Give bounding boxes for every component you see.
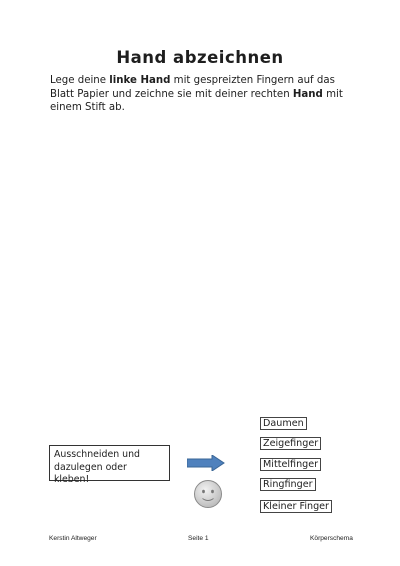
finger-label-mittelfinger[interactable]: Mittelfinger bbox=[260, 458, 321, 471]
smiley-face bbox=[195, 481, 222, 508]
finger-label-kleiner-finger[interactable]: Kleiner Finger bbox=[260, 500, 332, 513]
smiley-face-icon bbox=[193, 479, 223, 509]
right-arrow-icon bbox=[187, 455, 225, 471]
smiley-left-eye bbox=[202, 490, 205, 493]
intro-bold-hand: Hand bbox=[292, 88, 323, 100]
intro-part-1: Lege deine bbox=[50, 75, 110, 86]
footer-author: Kerstin Altweger bbox=[49, 535, 97, 542]
finger-label-ringfinger[interactable]: Ringfinger bbox=[260, 478, 316, 491]
instruction-line-2: dazulegen oder kleben! bbox=[54, 461, 127, 485]
footer-page-number: Seite 1 bbox=[188, 535, 209, 542]
finger-label-daumen[interactable]: Daumen bbox=[260, 417, 307, 430]
smiley-right-eye bbox=[211, 490, 214, 493]
page-title: Hand abzeichnen bbox=[116, 48, 284, 67]
instruction-box bbox=[49, 445, 170, 485]
arrow-shape bbox=[187, 455, 224, 471]
intro-bold-left-hand: linke Hand bbox=[109, 75, 171, 86]
finger-label-zeigefinger[interactable]: Zeigefinger bbox=[260, 437, 321, 450]
intro-text bbox=[50, 74, 360, 115]
intro-part-2: mit gespreizten Fingern auf das Blatt Papier und zeichne sie mit deiner rechten bbox=[50, 75, 335, 100]
intro-part-3: mit einem Stift ab. bbox=[50, 88, 343, 113]
instruction-line-1: Ausschneiden und bbox=[54, 449, 141, 460]
footer-topic: Körperschema bbox=[310, 535, 353, 542]
